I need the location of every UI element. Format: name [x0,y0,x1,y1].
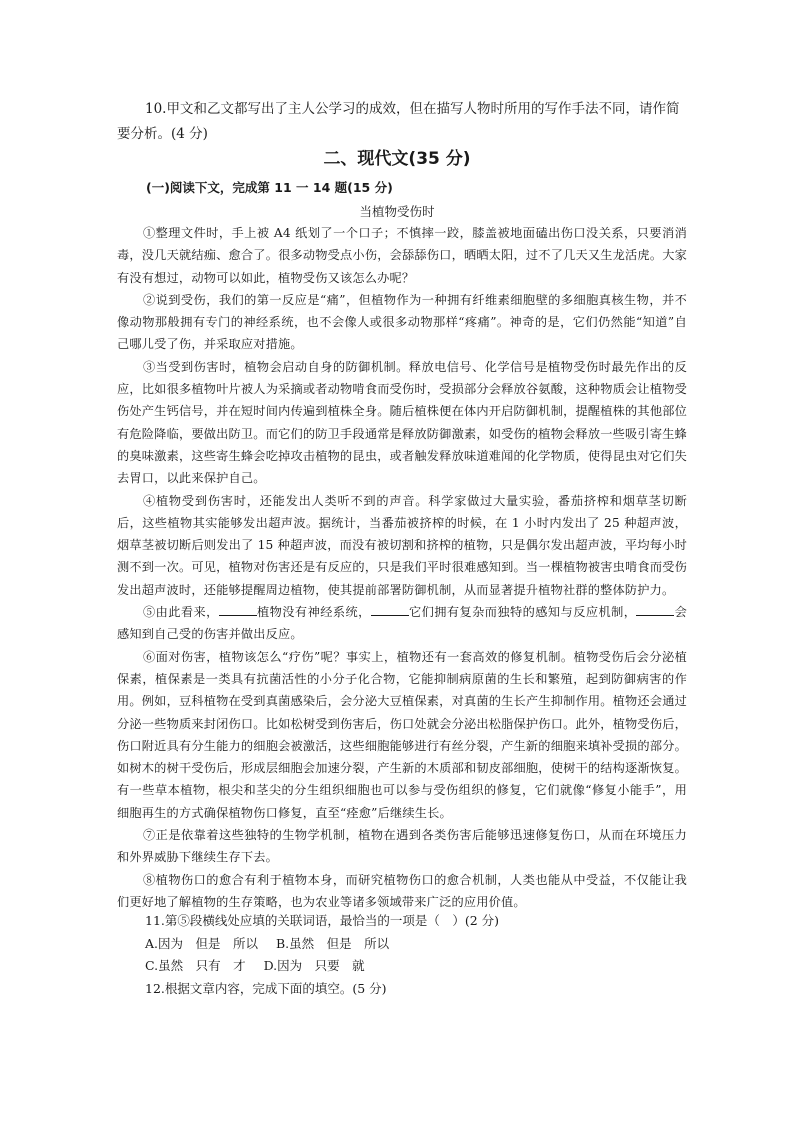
paragraph-6: ⑥面对伤害，植物该怎么“疗伤”呢？事实上，植物还有一套高效的修复机制。植物受伤后会分泌植保素，植保素是一类具有抗菌活性的小分子化合物，它能抑制病原菌的生长和繁殖，起到防御病害的作用。例如，豆科植物在受到真菌感染后，会分泌大豆植保素，对真菌的生长产生抑制作用。植物还会通过分泌一些物质来封闭伤口。比如松树受到伤害后，伤口处就会分泌出松脂保护伤口。此外，植物受伤后，伤口附近具有分生能力的细胞会被激活，这些细胞能够进行有丝分裂，产生新的细胞来填补受损的部分。如树木的树干受伤后，形成层细胞会加速分裂，产生新的木质部和韧皮部细胞，使树干的结构逐渐恢复。有一些草本植物，根尖和茎尖的分生组织细胞也可以参与受伤组织的修复，它们就像“修复小能手”，用细胞再生的方式确保植物伤口修复，直至“痊愈”后继续生长。 [117,649,687,820]
question-10: 10.甲文和乙文都写出了主人公学习的成效，但在描写人物时所用的写作手法不同，请作简要分析。(4 分) [117,101,680,142]
paragraph-1: ①整理文件时，手上被 A4 纸划了一个口子；不慎摔一跤，膝盖被地面磕出伤口没关系，只要消消毒，没几天就结痂、愈合了。很多动物受点小伤，会舔舔伤口，晒晒太阳，过不了几天又生龙活虎。大家有没有想过，动物可以如此，植物受伤又该怎么办呢？ [117,226,687,285]
paragraph-5 [117,601,687,646]
option-b: B.虽然 但是 所以 [276,935,390,951]
option-d: D.因为 只要 就 [263,958,365,973]
question-12: 12.根据文章内容，完成下面的填空。(5 分) [145,980,387,996]
paragraph-7: ⑦正是依靠着这些独特的生物学机制，植物在遇到各类伤害后能够迅速修复伤口，从而在环境压力和外界威胁下继续生存下去。 [117,828,687,865]
paragraph-4: ④植物受到伤害时，还能发出人类听不到的声音。科学家做过大量实验，番茄挤榨和烟草茎切断后，这些植物其实能够发出超声波。据统计，当番茄被挤榨的时候，在 1 小时内发出了 25 种超声波，烟草茎被切断后则发出了 15 种超声波，而没有被切割和挤榨的植物，只是偶尔发出超声波，平均每小时测不到一次。可见，植物对伤害还是有反应的，只是我们平时很难感知到。当一棵植物被害虫啃食而受伤发出超声波时，还能够提醒周边植物，使其提前部署防御机制，从而显著提升植物社群的整体防护力。 [117,493,687,597]
fill-blank-2 [371,603,409,616]
paragraph-3: ③当受到伤害时，植物会启动自身的防御机制。释放电信号、化学信号是植物受伤时最先作出的反应，比如很多植物叶片被人为采摘或者动物啃食而受伤时，受损部分会释放谷氨酸，这种物质会让植物受伤处产生钙信号，并在短时间内传遍到植株全身。随后植株便在体内开启防御机制，提醒植株的其他部位有危险降临，要做出防卫。而它们的防卫手段通常是释放防御激素，如受伤的植物会释放一些吸引寄生蜂的臭味激素，这些寄生蜂会吃掉攻击植物的昆虫，或者触发释放味道难闻的化学物质，使得昆虫对它们失去胃口，以此来保护自己。 [117,359,687,486]
questions-block [117,910,687,1000]
section-title: 二、现代文(35 分) [323,149,471,169]
paragraph-2: ②说到受伤，我们的第一反应是“痛”，但植物作为一种拥有纤维素细胞壁的多细胞真核生物，并不像动物那般拥有专门的神经系统，也不会像人或很多动物那样“疼痛”。神奇的是，它们仍然能“知道”自己哪儿受了伤，并采取应对措施。 [117,292,687,352]
options-row-1 [117,933,687,956]
article-body [117,222,687,913]
paragraph-5-part-4: 会感知到自己受的伤害并做出反应。 [117,605,687,642]
paragraph-5-part-1: ⑤由此看来， [143,605,219,620]
reading-instructions: (一)阅读下文，完成第 11 一 14 题(15 分) [146,180,393,195]
fill-blank-3 [636,603,674,616]
option-a: A.因为 但是 所以 [145,935,259,951]
fill-blank-1 [219,603,257,616]
question-11: 11.第⑤段横线处应填的关联词语，最恰当的一项是（ ）(2 分) [145,913,500,928]
paragraph-8: ⑧植物伤口的愈合有利于植物本身，而研究植物伤口的愈合机制，人类也能从中受益，不仅能让我们更好地了解植物的生存策略，也为农业等诸多领域带来广泛的应用价值。 [117,872,687,909]
paragraph-5-part-2: 植物没有神经系统， [256,605,371,620]
option-c: C.虽然 只有 才 [145,958,246,973]
paragraph-5-part-3: 它们拥有复杂而独特的感知与反应机制， [408,605,637,620]
options-row-2 [117,955,687,978]
article-title: 当植物受伤时 [359,204,435,219]
